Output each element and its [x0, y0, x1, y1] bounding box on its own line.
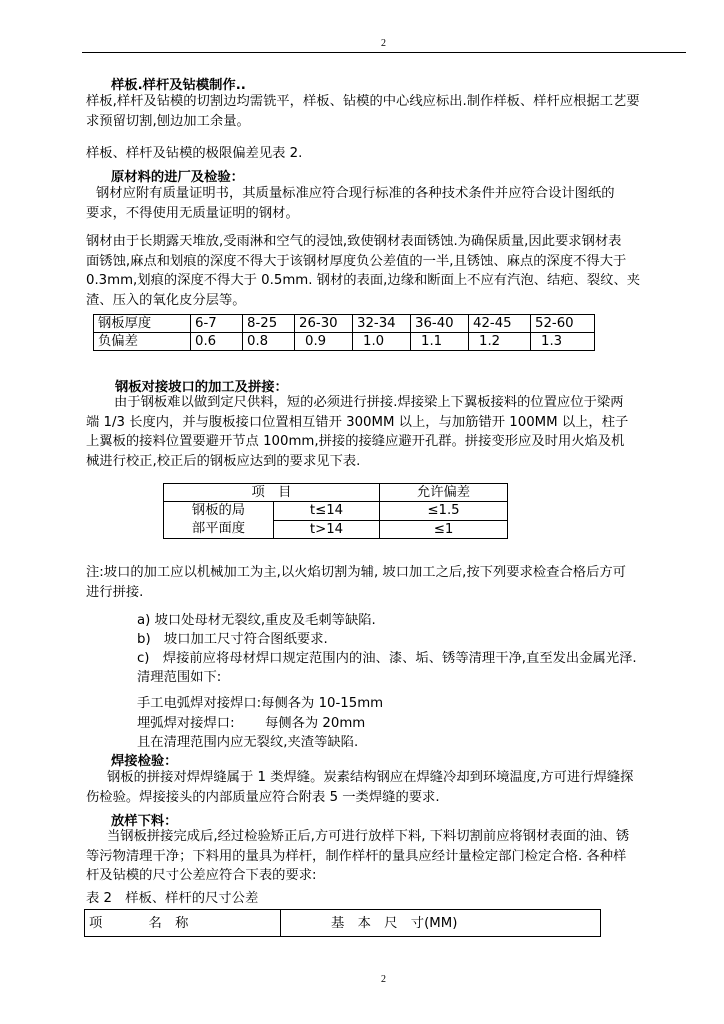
table-cell: 0.9 [295, 333, 353, 351]
list-item: c) 焊接前应将母材焊口规定范围内的油、漆、垢、锈等清理干净,直至发出金属光泽. [137, 651, 637, 666]
text-line: 注:坡口的加工应以机械加工为主,以火焰切割为辅, 坡口加工之后,按下列要求检查合格后方可 [86, 565, 626, 580]
table-cell: 36-40 [411, 315, 469, 333]
row-label-line: 部平面度 [191, 521, 246, 536]
table-cell: 1.0 [353, 333, 411, 351]
section-heading-bevel: 钢板对接坡口的加工及拼接： [115, 380, 288, 395]
table-cell: 42-45 [469, 315, 531, 333]
table-row [164, 484, 508, 502]
list-item: b) 坡口加工尺寸符合图纸要求. [137, 632, 328, 647]
thickness-deviation-table [93, 314, 595, 351]
text-line: 钢材由于长期露天堆放,受雨淋和空气的浸蚀,致使钢材表面锈蚀.为确保质量,因此要求钢材表 [86, 234, 622, 249]
size-tolerance-table [84, 909, 601, 937]
text-line: 求预留切割,刨边加工余量。 [86, 113, 250, 129]
paragraph-bevel [86, 393, 688, 471]
table-header-size: 基 本 尺 寸(MM) [281, 910, 601, 937]
paragraph-tolerance-ref: 样板、样杆及钻模的极限偏差见表 2. [86, 146, 303, 161]
table-cell: t≤14 [274, 502, 380, 521]
table-cell: 32-34 [353, 315, 411, 333]
flatness-tolerance-table [163, 483, 508, 539]
row-label-thickness: 钢板厚度 [94, 315, 191, 333]
header-page-number: 2 [381, 38, 386, 49]
text-line: 钢板的拼接对焊焊缝属于 1 类焊缝。炭素结构钢应在焊缝冷却到环境温度,方可进行焊缝探 [107, 770, 634, 785]
paragraph-material-rust [86, 232, 688, 310]
table2-caption: 表 2 样板、样杆的尺寸公差 [86, 891, 259, 906]
table-row [94, 333, 595, 351]
section-heading-weld: 焊接检验： [111, 754, 178, 769]
table-cell: 8-25 [243, 315, 295, 333]
table-cell: 1.2 [469, 333, 531, 351]
text-line: 样板,样杆及钻模的切割边均需铣平，样板、钻模的中心线应标出.制作样板、样杆应根据工艺要 [86, 94, 640, 109]
table-cell: 6-7 [191, 315, 243, 333]
text-line: 进行拼接. [86, 584, 144, 600]
header-rule [82, 52, 686, 53]
text-line: 渣、压入的氧化皮分层等。 [86, 292, 246, 308]
paragraph-weld [86, 768, 688, 807]
text-line: 伤检验。焊接接头的内部质量应符合附表 5 一类焊缝的要求. [86, 789, 440, 805]
table-row [164, 502, 508, 521]
footer-page-number: 2 [381, 974, 386, 985]
text-line: 当钢板拼接完成后,经过检验矫正后,方可进行放样下料, 下料切割前应将钢材表面的油、锈 [107, 829, 630, 844]
table-header-name: 名 称 [121, 910, 281, 937]
clean-range-sub-arc-value: 每侧各为 20mm [265, 716, 366, 731]
table-cell: 1.1 [411, 333, 469, 351]
text-line: 端 1/3 长度内，并与腹板接口位置相互错开 300MM 以上，与加筋错开 100MM 以上，柱子 [86, 414, 629, 430]
paragraph-templates [86, 92, 688, 131]
row-label-deviation: 负偏差 [94, 333, 191, 351]
text-line: 要求，不得使用无质量证明的钢材。 [86, 205, 299, 221]
row-label-flatness [164, 502, 274, 539]
paragraph-material-cert [86, 184, 688, 223]
text-line: 由于钢板难以做到定尺供料，短的必须进行拼接.焊接梁上下翼板接料的位置应位于梁两 [114, 395, 624, 410]
list-item: 清理范围如下: [137, 670, 222, 685]
table-cell: t>14 [274, 520, 380, 539]
text-line: 等污物清理干净；下料用的量具为样杆，制作样杆的量具应经计量检定部门检定合格. 各种样 [86, 848, 627, 864]
table-cell: ≤1 [380, 520, 508, 539]
table-cell: 52-60 [531, 315, 595, 333]
section-heading-layout: 放样下料： [111, 814, 178, 829]
table-cell: 0.6 [191, 333, 243, 351]
text-line: 械进行校正,校正后的钢板应达到的要求见下表. [86, 453, 361, 469]
table-header-item: 项 目 [164, 484, 380, 502]
section-heading-templates: 样板.样杆及钻模制作.. [111, 78, 246, 93]
clean-range-manual: 手工电弧焊对接焊口:每侧各为 10-15mm [137, 696, 384, 711]
table-cell: 26-30 [295, 315, 353, 333]
row-label-line: 钢板的局 [191, 503, 246, 518]
table-cell: 1.3 [531, 333, 595, 351]
table-cell: ≤1.5 [380, 502, 508, 521]
section-heading-material: 原材料的进厂及检验： [111, 170, 244, 185]
text-line: 杆及钻模的尺寸公差应符合下表的要求: [86, 868, 317, 883]
table-row [94, 315, 595, 333]
paragraph-bevel-note [86, 563, 688, 602]
text-line: 上翼板的接料位置要避开节点 100mm,拼接的接缝应避开孔群。拼接变形应及时用火焰及机 [86, 434, 625, 449]
text-line: 钢材应附有质量证明书，其质量标准应符合现行标准的各种技术条件并应符合设计图纸的 [96, 186, 615, 201]
table-header-item: 项 [85, 910, 121, 937]
table-header-tolerance: 允许偏差 [380, 484, 508, 502]
table-cell: 0.8 [243, 333, 295, 351]
clean-range-note: 且在清理范围内应无裂纹,夹渣等缺陷. [137, 735, 359, 750]
text-line: 0.3mm,划痕的深度不得大于 0.5mm. 钢材的表面,边缘和断面上不应有汽泡、结疤、裂纹、夹 [86, 273, 641, 288]
list-item: a) 坡口处母材无裂纹,重皮及毛刺等缺陷. [137, 613, 376, 628]
clean-range-sub-arc-label: 埋弧焊对接焊口: [137, 716, 235, 731]
text-line: 面锈蚀,麻点和划痕的深度不得大于该钢材厚度负公差值的一半,且锈蚀、麻点的深度不得大于 [86, 253, 627, 269]
paragraph-layout [86, 827, 688, 886]
table-row [85, 910, 601, 937]
